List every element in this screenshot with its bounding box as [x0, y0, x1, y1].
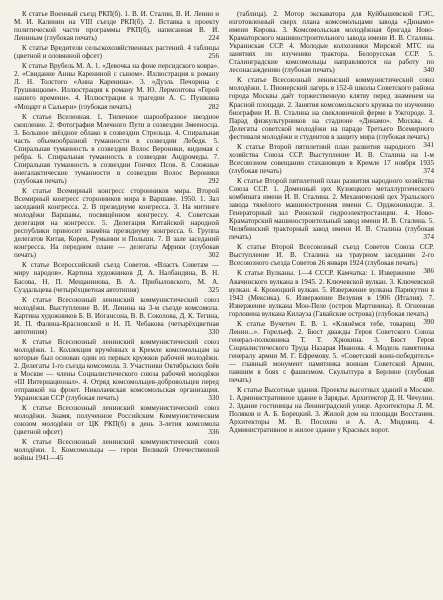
- entry-text: К статье Высотные здания. Проекты высотных зданий в Москве. 1. Административное здание в Зарядье. Архитектор Д. Н. Чечулин. 2. Здание гостиницы на Ленинградской улице. Архитекторы Л. М. Поляков и А. Б. Борецкий. 3. Жилой дом на площади Восстания. Архитекторы М. В. Посохин и А. А. Мндоянц. 4. Административное и жилое здание у Красных ворот.: [229, 386, 434, 435]
- entry-text: К статье Всесоюзный ленинский коммунистический союз молодёжи. 1. Коллекция вручённых в Кремле комсомольцам за которые был основан один из первых кружков рабочей молодёжи. 2. Делегаты 1-го съезда комсомола. 3. Участники Октябрьских боёв в Москве — члены Социалистического союза рабочей молодёжи «III Интернационал». 4. Отряд комсомольцев-добровольцев перед отправкой на фронт. Николаевская комсомольская организация. Украинская ССР (глубокая печать): [14, 337, 219, 403]
- page-number: 374: [423, 166, 434, 175]
- page-number: 224: [208, 34, 219, 43]
- index-entry: [14, 261, 219, 293]
- entry-text: К статье Вселенная. 1. Типичное шарообразное звездное скопление. 2. Фотография Млечного Пути в созвездии Змееносца. 3. Большое звёздное облако в созвездии Стрельца. 4. Спиральная часть объемообразной туманности в созвездии Лебедя. 5. Спиральная туманность в созвездии Волос Вероники, видимая с ребра. 6. Спиральная туманность в созвездии Андромеды. 7. Спиральная туманность в созвездии Гончих Псов. 8. Сложные внегалактические туманности в созвездии Волос Вероники (глубокая печать): [14, 112, 219, 185]
- index-entry: [229, 317, 434, 385]
- page-number: 408: [423, 376, 434, 385]
- index-entry: [14, 438, 219, 462]
- page-number: 292: [208, 176, 219, 185]
- entry-text: К статье Всесоюзный ленинский коммунистический союз молодёжи. Выступление В. И. Ленина на 3-м съезде комсомола. Картина художников Б. В. Иогансона, В. В. Соколова, Д. К. Тегина, И. П. Фалина-Красновской и Н. П. Чебакова (четырёхцветная автотипия): [14, 295, 219, 336]
- index-entry: [14, 44, 219, 60]
- page-number: 386: [423, 267, 434, 276]
- index-entry: [14, 187, 219, 259]
- page-number: 330: [208, 327, 219, 336]
- page-number: 282: [208, 102, 219, 111]
- page-number: 390: [423, 317, 434, 326]
- entry-text: К статье Второй пятилетний план развития народного хозяйства Союза ССР. 1. Доменный цех Кузнецкого металлургического комбината имени И. В. Сталина. 2. Механический цех Уральского завода тяжёлого машиностроения имени С. Орджоникидзе. 3. Генераторный зал Рионской гидроэлектростанции. 4. Ново-Краматорский машиностроительный завод имени И. В. Сталина. 5. Челябинский тракторный завод имени И. В. Сталина (глубокая печать): [229, 176, 434, 242]
- index-entry: [14, 338, 219, 402]
- page-number: 325: [208, 285, 219, 294]
- entry-text: К статье Всесоюзный ленинский коммунистический союз молодёжи. 1. Комсомольцы — герои Великой Отечественной войны 1941—45: [14, 438, 219, 463]
- page-number: 256: [208, 52, 219, 61]
- index-entry: [229, 10, 434, 74]
- entry-text: (таблица). 2. Мотор экскаватора для Куйбышевской ГЭС, изготовленный сверх плана комсомольцами завода «Динамо» имени Кирова. 3. Комсомольская молодёжная бригада Ново-Краматорского машиностроительного завода имени И. В. Сталина. Украинская ССР. 4. Молодые колхозники Мирской МТС на занятиях по изучению трактора. Белорусская ССР. 5. Сталинградские комсомольцы направляются на работу по лесонасаждению (глубокая печать): [229, 10, 434, 75]
- entry-text: К статье Всесоюзный ленинский коммунистический союз молодёжи. 1. Пионерский лагерь в 152-й школы Советского района города Москвы даёт торжественную клятву перед знаменем на Красной площади. 2. Занятия комсомольского кружка по изучению биографии И. В. Сталина на свекловичной ферме в Ужгороде. 3. Парад физкультурников на стадионе «Динамо». Москва. 4. Делегаты советской молодёжи на параде Третьего Всемирного фестиваля молодёжи и студентов в защиту мира (глубокая печать): [229, 76, 434, 141]
- entry-text: К статье Всероссийский съезд Советов. «Власть Советам — миру народов». Картина художников Д. А. Налбандяна, В. Н. Басова, Н. П. Мещанинова, В. А. Прибыловского, М. А. Суздальцева (четырёхцветная автотипия): [14, 261, 219, 294]
- left-column: [14, 10, 219, 592]
- page-number: 341: [423, 140, 434, 149]
- index-entry: [229, 76, 434, 149]
- index-entry: [229, 269, 434, 326]
- right-column: [229, 10, 434, 592]
- entry-text: К статье Второй Всесоюзный съезд Советов Союза ССР. Выступление И. В. Сталина на траурном заседании 2-го Всесоюзного съезда Советов 26 января 1924 (глубокая печать): [229, 243, 434, 268]
- index-entry: [229, 140, 434, 175]
- index-entry: [229, 243, 434, 276]
- page-number: 330: [208, 394, 219, 403]
- entry-text: К статье Вулканы. 1—4 СССР. Камчатка: 1. Извержение Авачинского вулкана в 1945. 2. Ключевской вулкан. 3. Ключевской вулкан. 4. Кроноцкий вулкан. 5. Извержение вулкана Парикутин в 1943 (Мексика). 6. Извержение Везувия в 1906 (Италия). 7. Извержение вулкана Мон-Пеле (остров Мартиника). 8. Огненная горловина вулкана Килауэа (Гавайские острова) (глубокая печать): [229, 269, 434, 318]
- page-number: 302: [208, 251, 219, 260]
- entry-text: К статье Всесоюзный ленинский коммунистический союз молодёжи. Знамя, полученное Российским Коммунистическим союзом молодёжи от ЦК РКП(б) в день 3-летия комсомола (цветной офсет): [14, 404, 219, 437]
- index-entry: [14, 62, 219, 110]
- page-number: 340: [423, 66, 434, 75]
- index-entry: [14, 10, 219, 42]
- index-entry: [14, 404, 219, 436]
- entry-text: К статье Вредители сельскохозяйственных растений. 4 таблицы (цветной и оловянной офсет): [14, 44, 219, 61]
- entry-text: К статье Вучетич Е. В. 1. «Клянёмся тебе, товарищ Ленин...». Горельеф. 2. Бюст дважды Героя Советского Союза генерал-полковника Т. Т. Хрюкина. 3. Бюст Героя Социалистического Труда Назарая Иванова. 4. Модель памятника генералу армии М. Г. Ефремову. 5. «Советский воин-победитель» — главный монумент памятника воинам Советской Армии, павшим в боях с фашизмом. Скульптура в Берлине (глубокая печать): [229, 319, 434, 385]
- entry-text: К статье Военный съезд РКП(б). 1. В. И. Сталин, В. И. Ленин и М. И. Калинин на VIII съезде РКП(б). 2. Вставка к проекту политической части программы РКП(б), написанная В. И. Лениным (глубокая печать): [14, 10, 219, 43]
- index-entry: [229, 177, 434, 241]
- index-entry: [14, 296, 219, 336]
- index-columns: [14, 10, 435, 592]
- page-number: 336: [208, 428, 219, 437]
- index-entry: [229, 386, 434, 434]
- entry-text: К статье Второй пятилетний план развития народного хозяйства Союза ССР. Выступление И. В. Сталина на 1-м Всесоюзном совещании стахановцев в Кремле 17 ноября 1935 (глубокая печать): [229, 142, 434, 175]
- entry-text: К статье Всемирный конгресс сторонников мира. Второй Всемирный конгресс сторонников мира в Варшаве. 1950. 1. Зал заседаний конгресса. 2. В президиуме конгресса. 3. На митинге молодёжи Варшавы, посвящённом конгрессу. 4. Советская делегация на конгрессе. 5. Делегация Китайской народной республики приносит знамёна президиуму конгресса. 6. Группа делегатов Китая, Кореи, Румынии и Польши. 7. В зале заседаний конгресса. На переднем плане — делегаты Африки (глубокая печать): [14, 186, 219, 260]
- index-entry: [14, 113, 219, 185]
- entry-text: К статье Врубель М. А. 1. «Девочка на фоне персидского ковра». 2. «Свидание Анны Карениной с сыном». Иллюстрация к роману Л. Н. Толстого «Анна Каренина». 3. «Дуэль Печорина с Грушницким». Иллюстрация к роману М. Ю. Лермонтова «Герой нашего времени». 4. Иллюстрация к трагедии А. С. Пушкина «Моцарт и Сальери» (глубокая печать): [14, 62, 219, 111]
- page-number: 374: [423, 233, 434, 242]
